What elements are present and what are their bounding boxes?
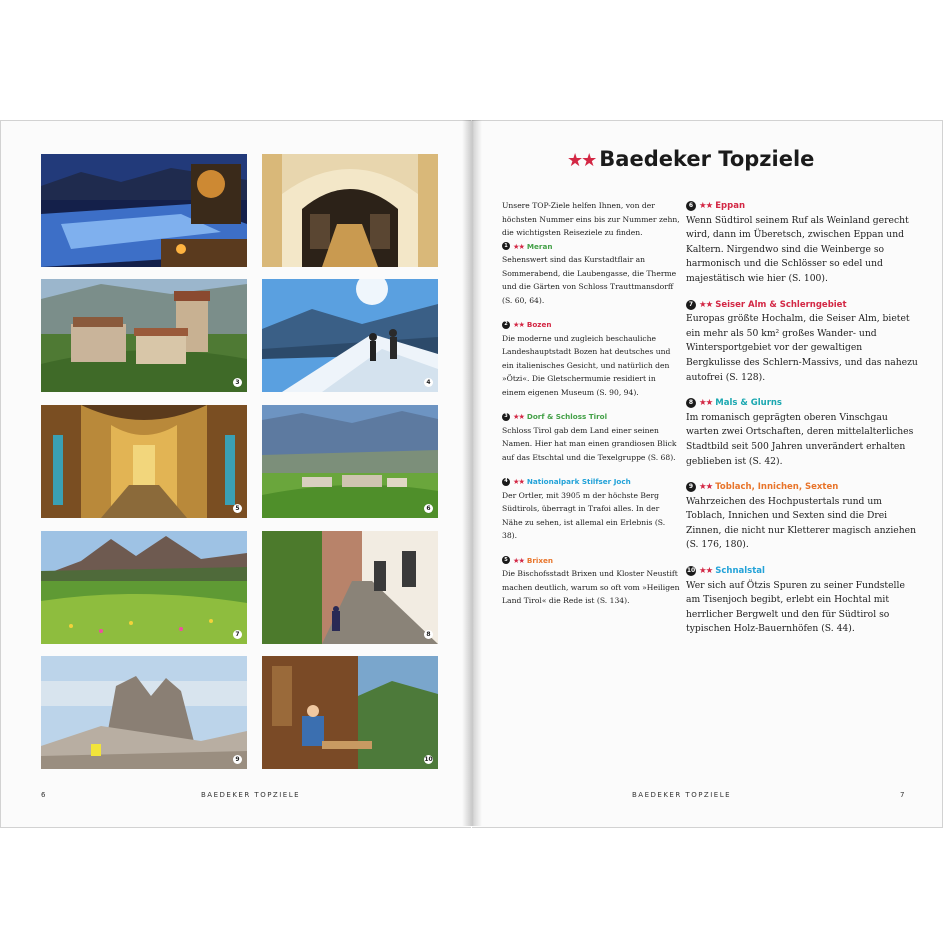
entry-title: Nationalpark Stilfser Joch [526,477,631,486]
intro-text: Unsere TOP-Ziele helfen Ihnen, von der höchsten Nummer eins bis zur Nummer zehn, die wichtigsten Reiseziele zu finden. [502,201,680,237]
old-town-street-image [262,531,438,644]
heading-stars: ★★ [567,150,596,171]
entry-5: 5 ★★ Brixen Die Bischofsstadt Brixen und Kloster Neustift machen deutlich, warum so oft vom »Heiligen Land Tirol« die Rede ist (S. 134). [502,554,680,608]
entry-text: Der Ortler, mit 3905 m der höchste Berg Südtirols, überragt in Trafoi alles. In der Nähe zu sehen, ist allemal ein Erlebnis (S. 38). [502,490,666,540]
pool-night-image [41,154,247,267]
page-number-left: 6 [41,791,46,799]
entry-number-badge: 3 [502,413,510,421]
mountain-village-image [262,405,438,518]
entry-number-badge: 6 [686,201,696,211]
photo-badge: 7 [233,630,242,639]
photo-mountain-farm-hut [262,656,438,769]
entry-8: 8 ★★ Mals & Glurns Im romanisch geprägten oberen Vinschgau warten zwei Ortschaften, deren mittelalterliches Stadtbild seit 500 Jahren unverändert erhalten geblieben ist (S. 42). [686,396,918,469]
heading-text: Baedeker Topziele [599,147,815,171]
entry-title: Schnalstal [715,566,765,577]
entry-text: Schloss Tirol gab dem Land einer seinen Namen. Hier hat man einen grandiosen Blick auf das Etschtal und die Texelgruppe (S. 68). [502,425,677,462]
entry-3: 3 ★★ Dorf & Schloss Tirol Schloss Tirol gab dem Land einer seinen Namen. Hier hat man einen grandiosen Blick auf das Etschtal und die Texelgruppe (S. 68). [502,410,680,464]
photo-snow-hikers [262,279,438,392]
entry-number-badge: 2 [502,321,510,329]
entry-7: 7 ★★ Seiser Alm & Schlerngebiet Europas größte Hochalm, die Seiser Alm, bietet ein mehr als 50 km² großes Wander- und Wintersportgebiet vor der gewaltigen Bergkulisse des Schlern-Massivs, und das nahezu autofrei (S. 128). [686,298,918,386]
entry-4: 4 ★★ Nationalpark Stilfser Joch Der Ortler, mit 3905 m der höchste Berg Südtirols, überragt in Trafoi alles. In der Nähe zu sehen, ist allemal ein Erlebnis (S. 38). [502,475,680,543]
open-book [0,120,944,826]
photo-badge: 8 [424,630,433,639]
entry-10: 10 ★★ Schnalstal Wer sich auf Ötzis Spuren zu seiner Fundstelle am Tisenjoch begibt, erlebt ein Hochtal mit herrlicher Bergwelt und den für Südtirol so typischen Holz-Bauernhöfen (S. 44). [686,564,918,637]
entry-text: Die moderne und zugleich beschauliche Landeshauptstadt Bozen hat deutsches und ein italienisches Gesicht, und natürlich den »Ötzi«. Die Gletschermumie residiert in einem eigenen Museum (S. 90, 94). [502,333,671,397]
photo-old-town-street [262,531,438,644]
photo-castle-hill [41,279,247,392]
entry-text: Die Bischofsstadt Brixen und Kloster Neustift machen deutlich, warum so oft vom »Heiligen Land Tirol« die Rede ist (S. 134). [502,569,680,605]
left-page [0,120,471,828]
photo-badge: 5 [233,504,242,513]
castle-hill-image [41,279,247,392]
photo-mountain-village [262,405,438,518]
entry-number-badge: 8 [686,398,696,408]
entry-2: 2 ★★ Bozen Die moderne und zugleich beschauliche Landeshauptstadt Bozen hat deutsches und ein italienisches Gesicht, und natürlich den »Ötzi«. Die Gletschermumie residiert in einem eigenen Museum (S. 90, 94). [502,318,680,399]
entry-title: Dorf & Schloss Tirol [526,412,608,421]
photo-church-interior [41,405,247,518]
entry-9: 9 ★★ Toblach, Innichen, Sexten Wahrzeichen des Hochpustertals rund um Toblach, Innichen und Sexten sind die Drei Zinnen, die nicht nur Kletterer magisch anziehen (S. 176, 180). [686,480,918,553]
dolomite-peaks-image [41,656,247,769]
entry-number-badge: 5 [502,556,510,564]
entry-text: Wahrzeichen des Hochpustertals rund um Toblach, Innichen und Sexten sind die Drei Zinnen, die nicht nur Kletterer magisch anziehen (S. 176, 180). [686,495,916,551]
photo-badge: 10 [424,756,433,763]
entry-text: Sehenswert sind das Kurstadtflair an Sommerabend, die Laubengasse, die Therme und die Gärten von Schloss Trauttmansdorff (S. 60, 64). [502,255,677,305]
alpine-meadow-image [41,531,247,644]
running-footer-right: BAEDEKER TOPZIELE [632,791,732,799]
right-page [472,120,943,828]
photo-badge: 9 [233,755,242,764]
entry-number-badge: 9 [686,482,696,492]
entry-number-badge: 4 [502,478,510,486]
photo-badge: 4 [424,378,433,387]
entry-number-badge: 10 [686,566,696,576]
photo-badge: 6 [424,504,433,513]
photo-pool-night [41,154,247,267]
entry-text: Wer sich auf Ötzis Spuren zu seiner Fundstelle am Tisenjoch begibt, erlebt ein Hochtal mit herrlicher Bergwelt und den für Südtirol so typischen Holz-Bauernhöfen (S. 44). [686,579,905,635]
entry-number-badge: 1 [502,242,510,250]
entry-text: Im romanisch geprägten oberen Vinschgau warten zwei Ortschaften, deren mittelalterliches Stadtbild seit 500 Jahren unverändert erhalten geblieben ist (S. 42). [686,411,914,467]
entry-title: Seiser Alm & Schlerngebiet [715,299,847,310]
entry-title: Eppan [715,201,746,211]
photo-dolomite-peaks [41,656,247,769]
entry-title: Toblach, Innichen, Sexten [715,482,839,493]
page-number-right: 7 [900,791,905,799]
running-footer-left: BAEDEKER TOPZIELE [201,791,301,799]
page-heading [567,147,814,171]
vaulted-cellar-image [262,154,438,267]
entry-text: Europas größte Hochalm, die Seiser Alm, bietet ein mehr als 50 km² großes Wander- und Wintersportgebiet vor der gewaltigen Bergkulisse des Schlern-Massivs, und das nahezu autofrei (S. 128). [686,313,918,383]
entry-1: 1 ★★ Meran Sehenswert sind das Kurstadtflair an Sommerabend, die Laubengasse, die Therme und die Gärten von Schloss Trauttmansdorff (S. 60, 64). [502,240,680,308]
photo-vaulted-cellar [262,154,438,267]
entry-6: 6 ★★ Eppan Wenn Südtirol seinem Ruf als Weinland gerecht wird, dann im Überetsch, zwischen Eppan und Kaltern. Nirgendwo sind die Weinberge so harmonisch und die Schlösser so edel und majestätisch wie hier (S. 100). [686,199,918,287]
church-interior-image [41,405,247,518]
mountain-farm-hut-image [262,656,438,769]
entry-title: Meran [526,241,553,251]
entry-number-badge: 7 [686,300,696,310]
book-gutter [462,120,482,826]
entry-title: Mals & Glurns [715,398,782,409]
entry-title: Brixen [526,555,554,565]
snow-hikers-image [262,279,438,392]
photo-badge: 3 [233,378,242,387]
photo-alpine-meadow [41,531,247,644]
entries-column-right [686,199,918,648]
entry-title: Bozen [526,320,552,329]
entry-text: Wenn Südtirol seinem Ruf als Weinland gerecht wird, dann im Überetsch, zwischen Eppan und Kaltern. Nirgendwo sind die Weinberge so harmonisch und die Schlösser so edel und majestätisch wie hier (S. 100). [686,214,909,284]
entries-column-left [502,199,680,619]
